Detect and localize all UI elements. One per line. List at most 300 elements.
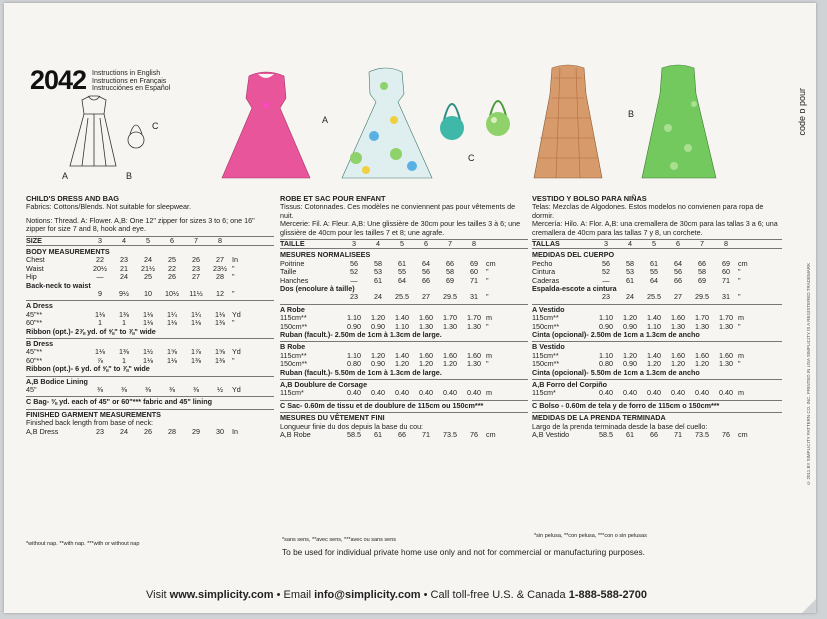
fr-b-cell: 1.20	[395, 359, 409, 369]
english-b-ribbon: Ribbon (opt.)- 6 yd. of ⅝" to ⅞" wide	[26, 364, 150, 374]
es-b-unit: "	[738, 359, 741, 369]
fr-a-cell: 1.30	[443, 321, 457, 331]
es-lining-cell: 0.40	[719, 388, 733, 398]
view-label-b-color: B	[628, 109, 635, 119]
en-b-row-label: 45"**	[26, 348, 43, 357]
english-footnote: *without nap. **with nap. ***with or without nap	[26, 541, 140, 547]
es-lining-cell: 0.40	[599, 388, 613, 398]
fr-dos-row-label	[280, 293, 342, 301]
view-label-a-color: A	[322, 115, 329, 125]
es-b-row-label: 115cm**	[532, 351, 559, 360]
english-lining-rows	[26, 386, 274, 394]
es-a-cell: 1.70	[695, 313, 709, 323]
torn-corner	[802, 599, 816, 613]
french-column	[280, 195, 528, 439]
en-lining-unit: Yd	[232, 385, 241, 394]
es-b-cell: 0.90	[623, 359, 637, 369]
fr-a-cell: 1.20	[371, 313, 385, 323]
en-a-unit: "	[232, 318, 235, 328]
es-espalda-cell: 31	[722, 292, 730, 302]
en-body-cell: 22	[168, 263, 176, 273]
technical-drawing-dress	[70, 96, 116, 166]
en-body-cell: 23½	[213, 263, 227, 273]
es-b-cell: 1.30	[719, 359, 733, 369]
es-body-cell: 64	[674, 258, 682, 268]
en-body-cell: 24	[120, 272, 128, 282]
english-b-dress: B Dress	[26, 339, 54, 348]
fr-b-unit: "	[486, 359, 489, 369]
en-body-cell: 23	[192, 263, 200, 273]
fr-body-cell: —	[350, 275, 358, 285]
private-use-notice: To be used for individual private home use only and not for commercial or manufacturing purposes.	[282, 547, 645, 557]
en-finished-cell: 24	[120, 426, 128, 436]
language-english: Instructions in English	[92, 70, 161, 77]
en-back-neck-cell: 11½	[189, 289, 203, 299]
fr-b-cell: 1.30	[467, 359, 481, 369]
fr-a-cell: 1.70	[443, 313, 457, 323]
en-body-cell: 27	[192, 272, 200, 282]
fr-a-cell: 1.30	[419, 321, 433, 331]
fr-finished-cell: 71	[422, 430, 430, 440]
spanish-lining: A,B Forro del Corpiño	[532, 380, 608, 389]
view-label-a-line: A	[62, 171, 69, 181]
english-c-bag: C Bag- ⅜ yd. each of 45" or 60"*** fabric and 45" lining	[26, 397, 212, 407]
en-a-cell: 1	[122, 318, 126, 328]
size-header-4: 4	[122, 235, 126, 245]
es-finished-cell: 61	[626, 430, 634, 440]
fr-b-cell: 1.20	[443, 359, 457, 369]
fr-b-cell: 1.60	[467, 350, 481, 360]
en-lining-row	[26, 386, 274, 394]
fr-body-row-label: Taille	[280, 268, 297, 277]
es-espalda-unit: "	[738, 292, 741, 302]
fr-dos-cell: 24	[374, 292, 382, 302]
es-lining-cell: 0.40	[671, 388, 685, 398]
es-a-cell: 1.30	[671, 321, 685, 331]
french-dos-label: Dos (encolure à taille)	[280, 284, 355, 294]
plaid-dress-illustration	[534, 65, 602, 178]
french-finished-title: MESURES DU VÊTEMENT FINI	[280, 413, 385, 423]
english-finished-desc: Finished back length from base of neck:	[26, 418, 154, 428]
garment-illustrations	[4, 58, 816, 188]
tallas-header-8: 8	[724, 239, 728, 249]
french-lining-rows	[280, 389, 528, 397]
spanish-finished-title: MEDIDAS DE LA PRENDA TERMINADA	[532, 413, 666, 423]
english-title: CHILD'S DRESS AND BAG	[26, 194, 120, 203]
tallas-header-7: 7	[700, 239, 704, 249]
technical-drawing-bag	[128, 125, 144, 148]
es-finished-cell: 76	[722, 430, 730, 440]
en-lining-cell: ⅜	[169, 385, 175, 394]
en-finished-row-label: A,B Dress	[26, 427, 59, 436]
french-b-ribbon: Ruban (facult.)- 5.50m de 1cm à 1.3cm de large.	[280, 367, 442, 377]
en-b-cell: 1⅜	[191, 355, 201, 365]
fr-a-cell: 0.90	[347, 321, 361, 331]
es-body-cell: 56	[674, 267, 682, 277]
fr-b-cell: 0.90	[371, 359, 385, 369]
es-espalda-row	[532, 293, 782, 301]
french-title: ROBE ET SAC POUR ENFANT	[280, 194, 386, 203]
en-body-cell: 26	[168, 272, 176, 282]
en-a-row-label: 45"**	[26, 310, 43, 319]
en-b-cell: 1½	[143, 347, 153, 357]
es-body-cell: 66	[698, 258, 706, 268]
es-b-cell: 1.60	[719, 350, 733, 360]
fr-body-cell: 58	[374, 258, 382, 268]
es-finished-cell: 71	[674, 430, 682, 440]
en-body-cell: 21	[120, 263, 128, 273]
fr-body-cell: 55	[398, 267, 406, 277]
tallas-header: TALLAS	[532, 239, 560, 249]
spanish-finished-rows	[532, 431, 782, 439]
contact-call-pre: • Call toll-free U.S. & Canada	[420, 589, 569, 601]
fr-b-unit: m	[486, 350, 492, 360]
en-finished-row	[26, 428, 274, 436]
en-body-cell: 20½	[93, 263, 107, 273]
french-b-rows	[280, 352, 528, 369]
spanish-title: VESTIDO Y BOLSO PARA NIÑAS	[532, 194, 647, 203]
fr-body-cell: 53	[374, 267, 382, 277]
es-a-row-label: 150cm**	[532, 322, 560, 331]
es-finished-cell: 73.5	[695, 430, 709, 440]
en-a-cell: 1⅛	[167, 318, 177, 328]
en-body-cell: 22	[96, 255, 104, 265]
es-b-cell: 1.20	[623, 350, 637, 360]
en-a-cell: 1	[98, 318, 102, 328]
es-a-cell: 1.10	[599, 313, 613, 323]
en-back-neck-cell: 10½	[165, 289, 179, 299]
fr-b-cell: 1.10	[347, 350, 361, 360]
french-a-robe: A Robe	[280, 304, 305, 314]
fr-body-cell: 71	[470, 275, 478, 285]
fr-lining-row	[280, 389, 528, 397]
es-lining-row	[532, 389, 782, 397]
fr-b-cell: 1.60	[419, 350, 433, 360]
es-body-cell: 64	[650, 275, 658, 285]
es-body-cell: 61	[650, 258, 658, 268]
es-body-cell: 71	[722, 275, 730, 285]
fr-finished-row-label: A,B Robe	[280, 431, 311, 440]
fr-lining-cell: 0.40	[371, 388, 385, 398]
fr-body-row-label: Hanches	[280, 276, 309, 285]
en-finished-cell: 30	[216, 426, 224, 436]
spanish-a-rows	[532, 314, 782, 331]
french-finished-rows	[280, 431, 528, 439]
es-body-cell: 52	[602, 267, 610, 277]
english-back-neck-row	[26, 290, 274, 298]
es-lining-cell: 0.40	[623, 388, 637, 398]
en-body-cell: 25	[168, 255, 176, 265]
fr-lining-row-label: 115cm*	[280, 389, 304, 398]
size-header: SIZE	[26, 235, 42, 245]
fr-dos-cell: 23	[350, 292, 358, 302]
es-a-cell: 1.60	[671, 313, 685, 323]
spanish-lining-rows	[532, 389, 782, 397]
fr-b-cell: 1.60	[443, 350, 457, 360]
es-espalda-cell: 23	[602, 292, 610, 302]
fr-lining-cell: 0.40	[347, 388, 361, 398]
english-a-rows	[26, 311, 274, 328]
en-b-cell: 1⅜	[119, 347, 129, 357]
es-finished-row	[532, 431, 782, 439]
en-lining-cell: ⅜	[145, 385, 151, 394]
contact-line	[146, 589, 647, 601]
en-back-neck-cell: 12	[216, 289, 224, 299]
english-b-rows	[26, 348, 274, 365]
french-dos-row	[280, 293, 528, 301]
en-a-cell: 1⅛	[143, 309, 153, 319]
green-dress-illustration	[642, 65, 716, 178]
french-a-rows	[280, 314, 528, 331]
es-a-cell: 0.90	[623, 321, 637, 331]
english-a-ribbon: Ribbon (opt.)- 2⅞ yd. of ⅝" to ⅞" wide	[26, 326, 156, 336]
spanish-espalda-label: Espalda-escote a cintura	[532, 284, 617, 294]
spanish-b-vestido: B Vestido	[532, 342, 565, 352]
fr-a-unit: m	[486, 313, 492, 323]
fr-body-row-label: Poitrine	[280, 259, 305, 268]
spanish-b-rows	[532, 352, 782, 369]
fr-body-cell: 60	[470, 267, 478, 277]
english-back-neck: Back-neck to waist	[26, 280, 91, 290]
fr-b-row-label: 150cm**	[280, 360, 308, 369]
es-body-unit: cm	[738, 258, 748, 268]
english-finished-rows	[26, 428, 274, 436]
fr-a-cell: 1.40	[395, 313, 409, 323]
es-a-cell: 1.20	[623, 313, 637, 323]
view-label-c-color: C	[468, 153, 475, 163]
size-header-6: 6	[170, 235, 174, 245]
fr-finished-cell: 66	[398, 430, 406, 440]
french-a-ribbon: Ruban (facult.)- 2.50m de 1cm à 1.3cm de large.	[280, 330, 442, 339]
en-b-cell: 1⅞	[191, 347, 201, 357]
fr-dos-cell: 25.5	[395, 292, 409, 302]
fr-finished-row	[280, 431, 528, 439]
en-lining-cell: ⅜	[97, 385, 103, 394]
taille-header-4: 4	[376, 239, 380, 249]
es-b-cell: 0.80	[599, 359, 613, 369]
spanish-espalda-row	[532, 293, 782, 301]
view-label-b-line: B	[126, 171, 133, 181]
email-link[interactable]: info@simplicity.com	[314, 589, 421, 601]
tallas-header-4: 4	[628, 239, 632, 249]
taille-header-5: 5	[400, 239, 404, 249]
fr-lining-cell: 0.40	[443, 388, 457, 398]
spanish-finished-desc: Largo de la prenda terminada desde la base del cuello:	[532, 421, 708, 431]
french-tissus: Tissus: Cotonnades. Ces modèles ne conviennent pas pour vêtements de nuit.	[280, 202, 516, 220]
en-back-neck-unit: "	[232, 289, 235, 299]
es-body-cell: 56	[602, 258, 610, 268]
language-french: Instructions en Français	[92, 77, 167, 85]
fr-finished-unit: cm	[486, 430, 496, 440]
en-back-neck-row	[26, 290, 274, 298]
en-body-cell: 25	[144, 272, 152, 282]
spanish-c-bolso: C Bolso - 0.60m de tela y de forro de 115cm o 150cm***	[532, 400, 720, 410]
fr-b-row-label: 115cm**	[280, 351, 307, 360]
fr-dos-cell: 31	[470, 292, 478, 302]
es-b-cell: 1.20	[647, 359, 661, 369]
english-notions: Notions: Thread. A: Flower. A,B: One 12" zipper for sizes 3 to 6; one 16" zipper for size 7 and 8, hook and eye.	[26, 215, 255, 234]
size-header-7: 7	[194, 235, 198, 245]
contact-email-pre: • Email	[273, 589, 315, 601]
en-a-cell: 1¼	[167, 309, 177, 319]
en-a-cell: 1¼	[191, 309, 201, 319]
en-b-cell: 1⅜	[215, 355, 225, 365]
pattern-number: 2042	[30, 65, 87, 95]
fr-lining-cell: 0.40	[419, 388, 433, 398]
fr-body-cell: 56	[422, 267, 430, 277]
spanish-a-ribbon: Cinta (opcional)- 2.50m de 1cm a 1.3cm de ancho	[532, 330, 700, 339]
es-body-cell: 58	[698, 267, 706, 277]
en-finished-cell: 26	[144, 426, 152, 436]
fr-a-cell: 1.30	[467, 321, 481, 331]
en-body-row-label: Waist	[26, 264, 44, 273]
fr-finished-cell: 73.5	[443, 430, 457, 440]
fr-body-unit: "	[486, 275, 489, 285]
fr-body-cell: 52	[350, 267, 358, 277]
en-finished-cell: 29	[192, 426, 200, 436]
es-espalda-cell: 29.5	[695, 292, 709, 302]
es-body-cell: 53	[626, 267, 634, 277]
fr-body-cell: 66	[446, 258, 454, 268]
es-body-cell: 58	[626, 258, 634, 268]
en-a-row-label: 60"**	[26, 319, 43, 328]
en-a-cell: 1⅛	[215, 309, 225, 319]
en-body-row-label: Hip	[26, 273, 37, 282]
es-b-cell: 1.20	[671, 359, 685, 369]
spanish-b-ribbon: Cinta (opcional)- 5.50m de 1cm a 1.3cm de ancho	[532, 367, 700, 377]
fr-a-row-label: 115cm**	[280, 314, 307, 323]
en-b-cell: 1⅛	[167, 355, 177, 365]
en-b-cell: 1⅛	[95, 347, 105, 357]
taille-header-6: 6	[424, 239, 428, 249]
english-lining: A,B Bodice Lining	[26, 376, 88, 386]
spanish-merceria: Mercería: Hilo. A: Flor. A,B: una cremallera de 30cm para las tallas 3 a 6; una cremallera de 40cm para las tallas 7 y 8, un corchete.	[532, 219, 778, 237]
contact-visit: Visit	[146, 589, 170, 601]
en-body-cell: 24	[144, 255, 152, 265]
es-a-unit: m	[738, 313, 744, 323]
fr-a-cell: 1.70	[467, 313, 481, 323]
spanish-body-table	[532, 260, 782, 285]
fr-lining-unit: m	[486, 388, 492, 398]
en-body-unit: "	[232, 263, 235, 273]
en-finished-cell: 28	[168, 426, 176, 436]
green-bag-illustration	[486, 101, 510, 136]
en-b-cell: 1⅛	[143, 355, 153, 365]
taille-header-3: 3	[352, 239, 356, 249]
es-a-cell: 1.40	[647, 313, 661, 323]
en-back-neck-cell: 9	[98, 289, 102, 299]
fr-lining-cell: 0.40	[395, 388, 409, 398]
es-b-cell: 1.60	[671, 350, 685, 360]
es-body-unit: "	[738, 267, 741, 277]
english-body-table	[26, 256, 274, 281]
es-body-row-label: Pecho	[532, 259, 553, 268]
es-a-unit: "	[738, 321, 741, 331]
en-lining-row-label: 45"	[26, 386, 37, 394]
fr-body-cell: 64	[422, 258, 430, 268]
fr-dos-cell: 29.5	[443, 292, 457, 302]
fr-body-cell: 69	[470, 258, 478, 268]
size-header-3: 3	[98, 235, 102, 245]
fr-b-cell: 1.20	[419, 359, 433, 369]
french-c-sac: C Sac- 0.60m de tissu et de doublure de 115cm ou 150cm***	[280, 400, 484, 410]
es-body-cell: 61	[626, 275, 634, 285]
fr-finished-cell: 76	[470, 430, 478, 440]
en-body-cell: 28	[216, 272, 224, 282]
es-lining-unit: m	[738, 388, 744, 398]
es-a-cell: 1.30	[719, 321, 733, 331]
es-b-cell: 1.40	[647, 350, 661, 360]
es-lining-cell: 0.40	[647, 388, 661, 398]
spanish-column	[532, 195, 782, 439]
english-a-dress: A Dress	[26, 301, 53, 311]
es-finished-cell: 58.5	[599, 430, 613, 440]
es-finished-row-label: A,B Vestido	[532, 431, 570, 440]
french-lining: A,B Doublure de Corsage	[280, 380, 368, 389]
es-body-cell: —	[602, 275, 610, 285]
tallas-header-5: 5	[652, 239, 656, 249]
en-lining-cell: ⅜	[193, 385, 199, 394]
es-lining-cell: 0.40	[695, 388, 709, 398]
fr-dos-unit: "	[486, 292, 489, 302]
floral-dress-illustration	[342, 68, 432, 178]
fr-body-unit: "	[486, 267, 489, 277]
es-body-cell: 66	[674, 275, 682, 285]
spanish-body-title: MEDIDAS DEL CUERPO	[532, 250, 615, 260]
en-a-cell: 1⅛	[95, 309, 105, 319]
fr-lining-cell: 0.40	[467, 388, 481, 398]
size-header-5: 5	[146, 235, 150, 245]
taille-header-7: 7	[448, 239, 452, 249]
french-body-title: MESURES NORMALISEES	[280, 250, 371, 260]
es-lining-row-label: 115cm*	[532, 389, 556, 398]
teal-bag-illustration	[440, 104, 464, 140]
fr-a-cell: 1.60	[419, 313, 433, 323]
website-link[interactable]: www.simplicity.com	[169, 589, 274, 601]
en-body-unit: In	[232, 255, 238, 265]
en-b-cell: 1	[122, 355, 126, 365]
fr-body-cell: 56	[350, 258, 358, 268]
es-a-cell: 1.70	[719, 313, 733, 323]
fr-body-cell: 61	[374, 275, 382, 285]
en-a-cell: 1⅜	[215, 318, 225, 328]
view-label-c-line: C	[152, 121, 159, 131]
fr-a-cell: 1.10	[347, 313, 361, 323]
es-body-cell: 55	[650, 267, 658, 277]
fr-a-cell: 1.10	[395, 321, 409, 331]
es-body-row-label: Cintura	[532, 268, 556, 277]
es-b-cell: 1.10	[599, 350, 613, 360]
fr-dos-row	[280, 293, 528, 301]
en-a-unit: Yd	[232, 309, 241, 319]
en-back-neck-cell: 10	[144, 289, 152, 299]
en-lining-cell: ½	[217, 385, 223, 394]
tallas-header-6: 6	[676, 239, 680, 249]
es-b-cell: 1.60	[695, 350, 709, 360]
fr-a-row-label: 150cm**	[280, 322, 308, 331]
tallas-header-3: 3	[604, 239, 608, 249]
language-spanish: Instrucciónes en Español	[92, 85, 171, 93]
english-column	[26, 195, 274, 436]
phone-number: 1-888-588-2700	[568, 589, 648, 601]
fr-a-unit: "	[486, 321, 489, 331]
en-b-cell: 1⅝	[215, 347, 225, 357]
en-b-cell: ⅞	[97, 355, 103, 365]
pattern-envelope-back	[4, 3, 816, 613]
en-body-unit: "	[232, 272, 235, 282]
es-a-cell: 1.10	[647, 321, 661, 331]
es-body-row-label: Caderas	[532, 276, 560, 285]
